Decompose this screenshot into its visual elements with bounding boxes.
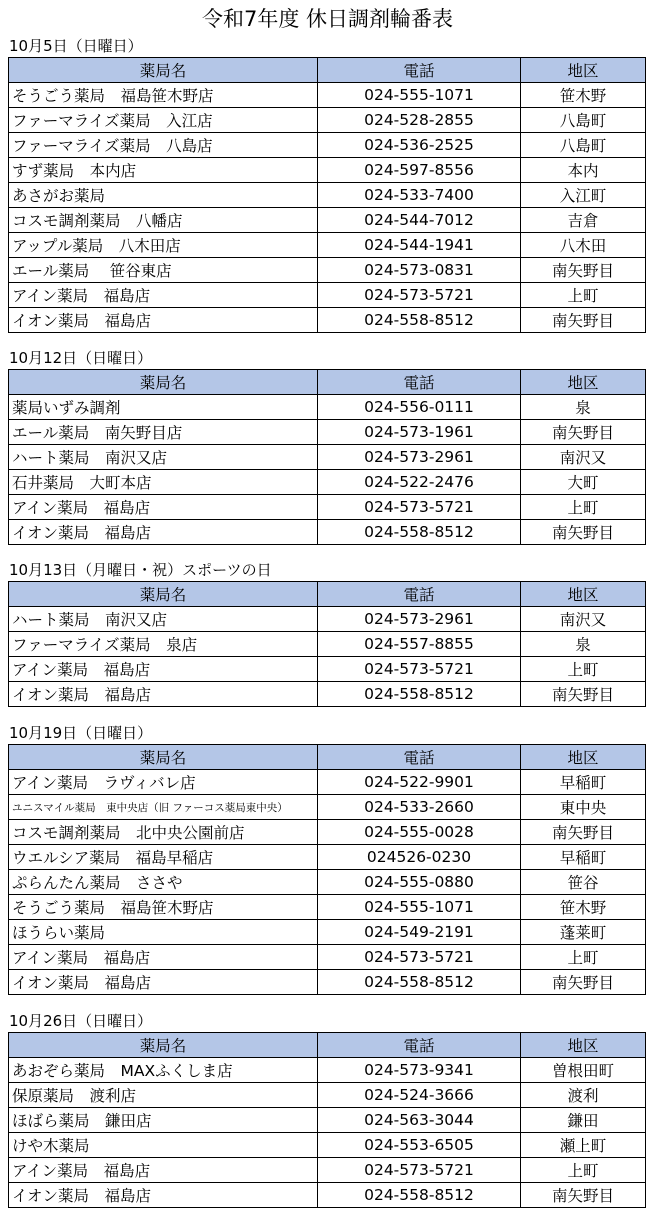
header-area: 地区 <box>521 1033 646 1058</box>
pharmacy-name: アップル薬局 八木田店 <box>9 233 318 258</box>
pharmacy-phone: 024-573-5721 <box>318 945 521 970</box>
pharmacy-area: 大町 <box>521 470 646 495</box>
table-row <box>9 970 646 995</box>
header-phone: 電話 <box>318 582 521 607</box>
pharmacy-name: イオン薬局 福島店 <box>9 308 318 333</box>
pharmacy-table <box>8 369 646 545</box>
pharmacy-area: 上町 <box>521 495 646 520</box>
pharmacy-name: ハート薬局 南沢又店 <box>9 607 318 632</box>
pharmacy-name: イオン薬局 福島店 <box>9 682 318 707</box>
pharmacy-name: ほばら薬局 鎌田店 <box>9 1108 318 1133</box>
pharmacy-phone: 024-555-1071 <box>318 83 521 108</box>
pharmacy-area: 上町 <box>521 1158 646 1183</box>
pharmacy-name: コスモ調剤薬局 八幡店 <box>9 208 318 233</box>
pharmacy-name: ファーマライズ薬局 入江店 <box>9 108 318 133</box>
pharmacy-name: 石井薬局 大町本店 <box>9 470 318 495</box>
pharmacy-phone: 024-558-8512 <box>318 682 521 707</box>
pharmacy-name: そうごう薬局 福島笹木野店 <box>9 83 318 108</box>
pharmacy-phone: 024-573-9341 <box>318 1058 521 1083</box>
pharmacy-name: ファーマライズ薬局 泉店 <box>9 632 318 657</box>
pharmacy-area: 上町 <box>521 945 646 970</box>
pharmacy-area: 南沢又 <box>521 607 646 632</box>
table-row <box>9 445 646 470</box>
table-row <box>9 1108 646 1133</box>
pharmacy-area: 泉 <box>521 632 646 657</box>
pharmacy-area: 南沢又 <box>521 445 646 470</box>
pharmacy-phone: 024-558-8512 <box>318 970 521 995</box>
pharmacy-name: けや木薬局 <box>9 1133 318 1158</box>
pharmacy-phone: 024-573-5721 <box>318 657 521 682</box>
page-title: 令和7年度 休日調剤輪番表 <box>201 7 454 31</box>
pharmacy-area: 笹木野 <box>521 895 646 920</box>
pharmacy-area: 瀬上町 <box>521 1133 646 1158</box>
table-row <box>9 945 646 970</box>
table-row <box>9 920 646 945</box>
pharmacy-name: ほうらい薬局 <box>9 920 318 945</box>
header-pharmacy-name: 薬局名 <box>9 370 318 395</box>
table-header-row <box>9 370 646 395</box>
table-row <box>9 495 646 520</box>
pharmacy-area: 鎌田 <box>521 1108 646 1133</box>
pharmacy-phone: 024-522-9901 <box>318 770 521 795</box>
pharmacy-phone: 024-557-8855 <box>318 632 521 657</box>
pharmacy-name: ウエルシア薬局 福島早稲店 <box>9 845 318 870</box>
pharmacy-phone: 024-544-7012 <box>318 208 521 233</box>
header-area: 地区 <box>521 582 646 607</box>
pharmacy-area: 南矢野目 <box>521 308 646 333</box>
header-pharmacy-name: 薬局名 <box>9 1033 318 1058</box>
schedule-date: 10月12日（日曜日） <box>9 349 153 367</box>
pharmacy-phone: 024-536-2525 <box>318 133 521 158</box>
table-row <box>9 1183 646 1208</box>
pharmacy-area: 曽根田町 <box>521 1058 646 1083</box>
pharmacy-area: 南矢野目 <box>521 258 646 283</box>
pharmacy-area: 早稲町 <box>521 845 646 870</box>
pharmacy-area: 上町 <box>521 283 646 308</box>
header-area: 地区 <box>521 58 646 83</box>
header-pharmacy-name: 薬局名 <box>9 582 318 607</box>
pharmacy-name: アイン薬局 福島店 <box>9 657 318 682</box>
pharmacy-phone: 024-558-8512 <box>318 1183 521 1208</box>
pharmacy-phone: 024-573-2961 <box>318 445 521 470</box>
pharmacy-area: 上町 <box>521 657 646 682</box>
pharmacy-area: 吉倉 <box>521 208 646 233</box>
header-pharmacy-name: 薬局名 <box>9 745 318 770</box>
pharmacy-name: アイン薬局 福島店 <box>9 945 318 970</box>
pharmacy-phone: 024-549-2191 <box>318 920 521 945</box>
pharmacy-name: ハート薬局 南沢又店 <box>9 445 318 470</box>
pharmacy-area: 東中央 <box>521 795 646 820</box>
table-row <box>9 395 646 420</box>
pharmacy-name: アイン薬局 福島店 <box>9 283 318 308</box>
pharmacy-area: 蓬莱町 <box>521 920 646 945</box>
pharmacy-area: 南矢野目 <box>521 520 646 545</box>
pharmacy-area: 南矢野目 <box>521 970 646 995</box>
pharmacy-phone: 024-558-8512 <box>318 308 521 333</box>
pharmacy-area: 笹木野 <box>521 83 646 108</box>
header-phone: 電話 <box>318 58 521 83</box>
pharmacy-name: イオン薬局 福島店 <box>9 520 318 545</box>
pharmacy-name: イオン薬局 福島店 <box>9 1183 318 1208</box>
table-row <box>9 1058 646 1083</box>
pharmacy-area: 本内 <box>521 158 646 183</box>
pharmacy-phone: 024-563-3044 <box>318 1108 521 1133</box>
pharmacy-phone: 024-573-5721 <box>318 1158 521 1183</box>
pharmacy-area: 南矢野目 <box>521 1183 646 1208</box>
pharmacy-name: ぷらんたん薬局 ささや <box>9 870 318 895</box>
pharmacy-phone: 024-555-0028 <box>318 820 521 845</box>
table-row <box>9 208 646 233</box>
pharmacy-area: 八木田 <box>521 233 646 258</box>
pharmacy-phone: 024-524-3666 <box>318 1083 521 1108</box>
table-row <box>9 795 646 820</box>
table-row <box>9 133 646 158</box>
table-row <box>9 158 646 183</box>
table-row <box>9 420 646 445</box>
schedule-date: 10月13日（月曜日・祝）スポーツの日 <box>9 561 272 579</box>
table-row <box>9 258 646 283</box>
schedule-date: 10月5日（日曜日） <box>9 37 143 55</box>
pharmacy-area: 笹谷 <box>521 870 646 895</box>
pharmacy-phone: 024-558-8512 <box>318 520 521 545</box>
pharmacy-name: そうごう薬局 福島笹木野店 <box>9 895 318 920</box>
pharmacy-phone: 024-573-0831 <box>318 258 521 283</box>
pharmacy-name: あさがお薬局 <box>9 183 318 208</box>
pharmacy-name: 保原薬局 渡利店 <box>9 1083 318 1108</box>
table-row <box>9 108 646 133</box>
table-row <box>9 657 646 682</box>
table-row <box>9 233 646 258</box>
pharmacy-phone: 024-555-1071 <box>318 895 521 920</box>
pharmacy-phone: 024-573-5721 <box>318 495 521 520</box>
pharmacy-area: 泉 <box>521 395 646 420</box>
pharmacy-area: 南矢野目 <box>521 820 646 845</box>
table-header-row <box>9 1033 646 1058</box>
pharmacy-name: アイン薬局 ラヴィバレ店 <box>9 770 318 795</box>
pharmacy-name: ユニスマイル薬局 東中央店（旧 ファーコス薬局東中央） <box>9 795 318 820</box>
table-row <box>9 607 646 632</box>
table-row <box>9 682 646 707</box>
header-phone: 電話 <box>318 370 521 395</box>
table-row <box>9 870 646 895</box>
pharmacy-table <box>8 744 646 995</box>
pharmacy-table <box>8 581 646 707</box>
pharmacy-phone: 024-522-2476 <box>318 470 521 495</box>
header-area: 地区 <box>521 745 646 770</box>
schedule-date: 10月26日（日曜日） <box>9 1012 153 1030</box>
pharmacy-name: 薬局いずみ調剤 <box>9 395 318 420</box>
pharmacy-area: 渡利 <box>521 1083 646 1108</box>
pharmacy-name: アイン薬局 福島店 <box>9 1158 318 1183</box>
pharmacy-area: 入江町 <box>521 183 646 208</box>
pharmacy-area: 八島町 <box>521 133 646 158</box>
pharmacy-area: 南矢野目 <box>521 420 646 445</box>
pharmacy-phone: 024526-0230 <box>318 845 521 870</box>
pharmacy-table <box>8 57 646 333</box>
pharmacy-table <box>8 1032 646 1208</box>
table-row <box>9 845 646 870</box>
header-pharmacy-name: 薬局名 <box>9 58 318 83</box>
header-phone: 電話 <box>318 1033 521 1058</box>
table-header-row <box>9 745 646 770</box>
table-row <box>9 1083 646 1108</box>
table-row <box>9 895 646 920</box>
pharmacy-name: アイン薬局 福島店 <box>9 495 318 520</box>
table-row <box>9 1133 646 1158</box>
pharmacy-area: 早稲町 <box>521 770 646 795</box>
table-row <box>9 183 646 208</box>
header-area: 地区 <box>521 370 646 395</box>
pharmacy-name: コスモ調剤薬局 北中央公園前店 <box>9 820 318 845</box>
pharmacy-name: ファーマライズ薬局 八島店 <box>9 133 318 158</box>
table-row <box>9 470 646 495</box>
table-row <box>9 83 646 108</box>
table-row <box>9 770 646 795</box>
pharmacy-phone: 024-553-6505 <box>318 1133 521 1158</box>
pharmacy-phone: 024-555-0880 <box>318 870 521 895</box>
table-row <box>9 308 646 333</box>
pharmacy-phone: 024-573-2961 <box>318 607 521 632</box>
pharmacy-phone: 024-528-2855 <box>318 108 521 133</box>
pharmacy-name: あおぞら薬局 MAXふくしま店 <box>9 1058 318 1083</box>
pharmacy-area: 南矢野目 <box>521 682 646 707</box>
table-header-row <box>9 58 646 83</box>
table-row <box>9 820 646 845</box>
pharmacy-name: エール薬局 南矢野目店 <box>9 420 318 445</box>
table-row <box>9 283 646 308</box>
schedule-date: 10月19日（日曜日） <box>9 724 153 742</box>
pharmacy-area: 八島町 <box>521 108 646 133</box>
pharmacy-name: エール薬局 笹谷東店 <box>9 258 318 283</box>
table-row <box>9 1158 646 1183</box>
table-header-row <box>9 582 646 607</box>
table-row <box>9 632 646 657</box>
pharmacy-phone: 024-597-8556 <box>318 158 521 183</box>
pharmacy-phone: 024-573-5721 <box>318 283 521 308</box>
header-phone: 電話 <box>318 745 521 770</box>
pharmacy-phone: 024-533-7400 <box>318 183 521 208</box>
table-row <box>9 520 646 545</box>
pharmacy-phone: 024-533-2660 <box>318 795 521 820</box>
pharmacy-phone: 024-556-0111 <box>318 395 521 420</box>
pharmacy-phone: 024-544-1941 <box>318 233 521 258</box>
pharmacy-phone: 024-573-1961 <box>318 420 521 445</box>
pharmacy-name: すず薬局 本内店 <box>9 158 318 183</box>
pharmacy-name: イオン薬局 福島店 <box>9 970 318 995</box>
